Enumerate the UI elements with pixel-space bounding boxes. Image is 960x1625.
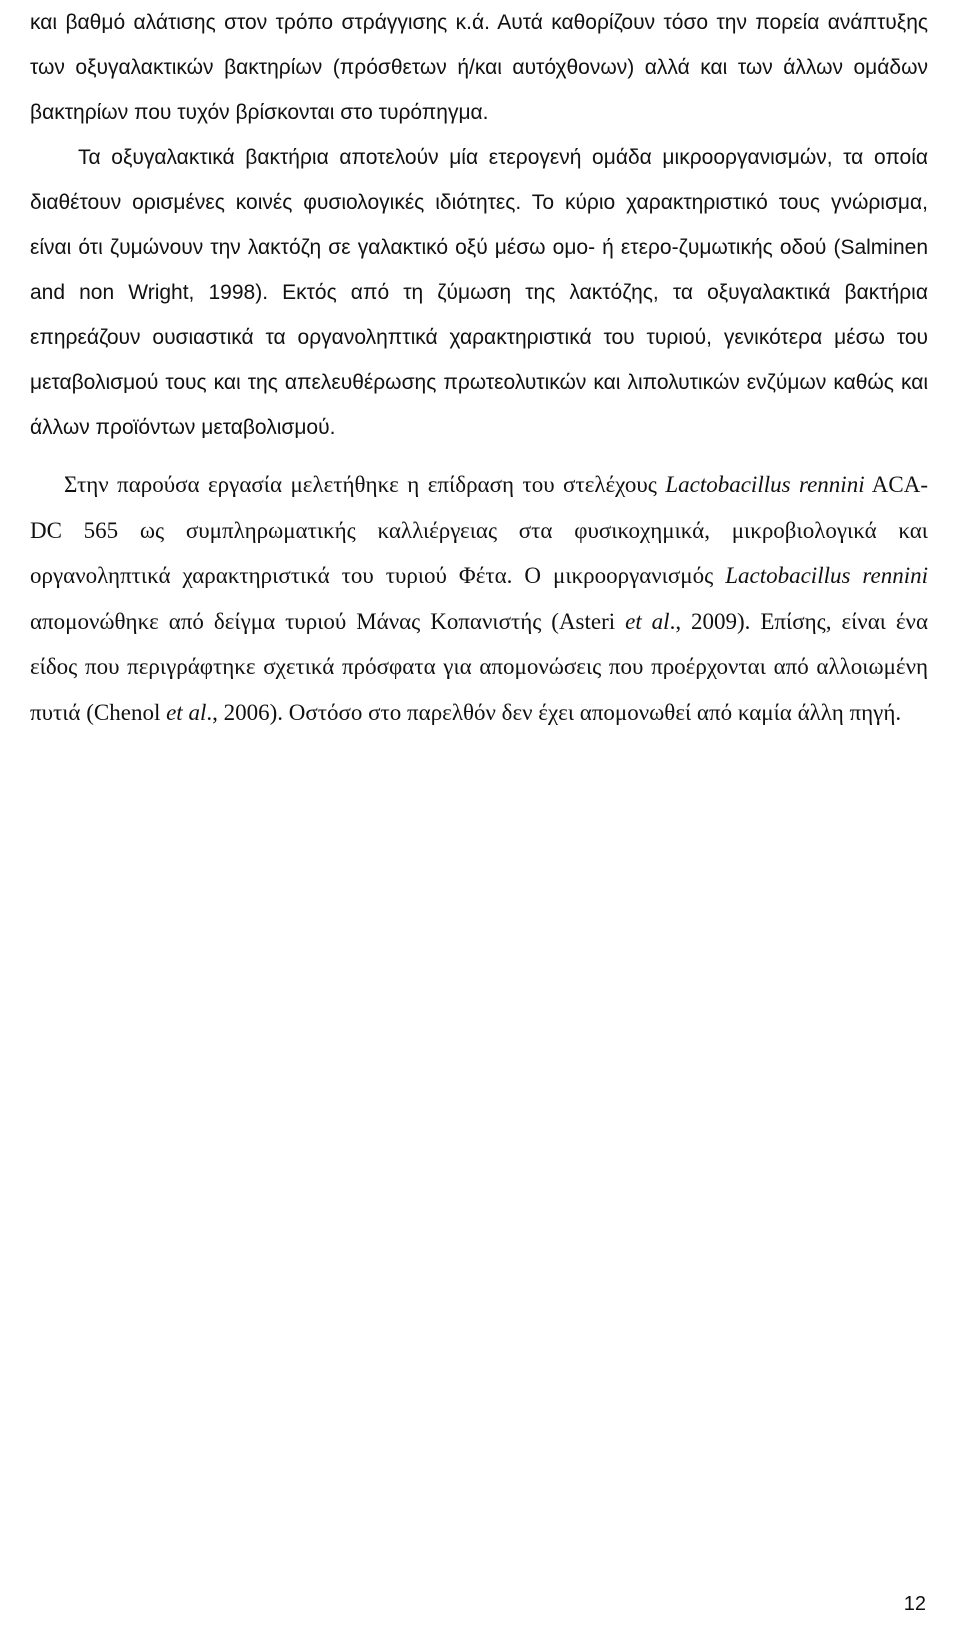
text-segment: ., 2009). Επίσης, είναι ένα είδος που περιγράφτηκε σχετικά πρόσφατα για απομονώσεις που προέρχονται από αλλοιωμένη πυτιά (Chenol: [30, 608, 928, 725]
species-name: Lactobacillus rennini: [725, 563, 928, 588]
page-number: 12: [903, 1593, 926, 1615]
citation-et-al: et al: [625, 608, 670, 634]
text-segment: απομονώθηκε από δείγμα τυριού Μάνας Κοπανιστής (Asteri: [30, 608, 626, 634]
document-page: [30, 0, 928, 735]
paragraph-intro: και βαθμό αλάτισης στον τρόπο στράγγισης κ.ά. Αυτά καθορίζουν τόσο την πορεία ανάπτυξης των οξυγαλακτικών βακτηρίων (πρόσθετων ή/και αυτόχθονων) αλλά και των άλλων ομάδων βακτηρίων που τυχόν βρίσκονται στο τυρόπηγμα.: [30, 11, 928, 124]
species-name: Lactobacillus rennini: [665, 472, 865, 497]
paragraph-study: [30, 462, 928, 735]
text-segment: ACA-DC 565 ως συμπληρωματικής καλλιέργειας στα φυσικοχημικά, μικροβιολογικά και οργανοληπτικά χαρακτηριστικά του τυριού Φέτα. Ο μικροοργανισμός: [30, 472, 928, 588]
text-segment: ., 2006). Οστόσο στο παρελθόν δεν έχει απομονωθεί από καμία άλλη πηγή.: [206, 699, 902, 725]
citation-et-al: et al: [166, 699, 207, 725]
paragraph-lactic-bacteria: Τα οξυγαλακτικά βακτήρια αποτελούν μία ετερογενή ομάδα μικροοργανισμών, τα οποία διαθέτουν ορισμένες κοινές φυσιολογικές ιδιότητες. Το κύριο χαρακτηριστικό τους γνώρισμα, είναι ότι ζυμώνουν την λακτόζη σε γαλακτικό οξύ μέσω ομο- ή ετερο-ζυμωτικής οδού (Salminen and non Wright, 1998). Εκτός από τη ζύμωση της λακτόζης, τα οξυγαλακτικά βακτήρια επηρεάζουν ουσιαστικά τα οργανοληπτικά χαρακτηριστικά του τυριού, γενικότερα μέσω του μεταβολισμού τους και της απελευθέρωσης πρωτεολυτικών και λιπολυτικών ενζύμων καθώς και άλλων προϊόντων μεταβολισμού.: [30, 146, 928, 439]
text-segment: Στην παρούσα εργασία μελετήθηκε η επίδραση του στελέχους: [64, 472, 666, 497]
